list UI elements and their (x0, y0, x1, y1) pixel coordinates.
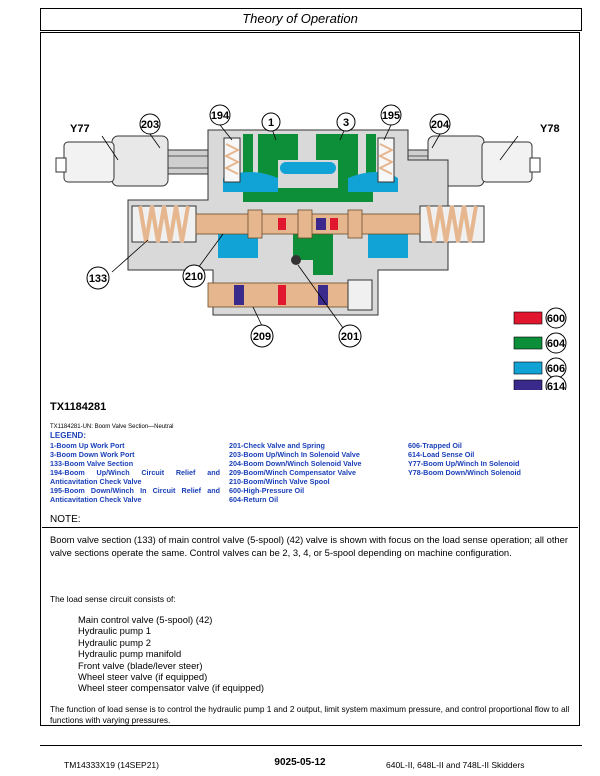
svg-text:204: 204 (430, 119, 450, 131)
list-item: Hydraulic pump 2 (78, 636, 151, 648)
callout-3 (337, 113, 355, 131)
legend-item: 204-Boom Down/Winch Solenoid Valve (229, 459, 362, 468)
legend-item: Anticavitation Check Valve (50, 495, 142, 504)
callout-y77: Y77 (70, 123, 90, 135)
list-item: Front valve (blade/lever steer) (78, 659, 203, 671)
callout-203 (140, 114, 160, 134)
load-sense-description: The function of load sense is to control the hydraulic pump 1 and 2 output, limit system maximum pressure, and control proportional flow to all functions with varying pressures. (50, 704, 570, 725)
header-bottom-rule (40, 30, 582, 31)
svg-text:201: 201 (340, 331, 360, 343)
callout-201 (339, 325, 361, 347)
legend-item: Y77-Boom Up/Winch In Solenoid (408, 459, 520, 468)
list-item: Hydraulic pump manifold (78, 648, 182, 660)
compensator-valve (208, 280, 372, 310)
figure-id: TX1184281 (50, 401, 107, 413)
key-label-614: 614 (546, 381, 566, 390)
callout-y78: Y78 (540, 123, 560, 135)
legend-item: 3-Boom Down Work Port (50, 450, 135, 459)
svg-text:203: 203 (140, 119, 160, 131)
svg-text:1: 1 (267, 117, 275, 129)
svg-text:209: 209 (252, 331, 272, 343)
legend-item: 203-Boom Up/Winch In Solenoid Valve (229, 450, 360, 459)
list-item: Main control valve (5-spool) (42) (78, 614, 213, 625)
svg-text:210: 210 (184, 271, 204, 283)
svg-text:194: 194 (210, 110, 230, 122)
color-key (514, 308, 566, 390)
boom-valve-section-diagram (48, 100, 576, 390)
key-swatch-614 (514, 380, 542, 390)
svg-text:3: 3 (342, 117, 350, 129)
key-swatch-604 (514, 337, 542, 349)
list-item: Hydraulic pump 1 (78, 625, 151, 637)
callout-204 (430, 114, 450, 134)
legend-item: 210-Boom/Winch Valve Spool (229, 477, 330, 486)
footer-doc-id: TM14333X19 (14SEP21) (64, 760, 159, 770)
legend-item: Y78-Boom Down/Winch Solenoid (408, 468, 521, 477)
callout-209 (251, 325, 273, 347)
load-sense-intro: The load sense circuit consists of: (50, 594, 176, 604)
footer-rule (40, 745, 582, 746)
key-label-600: 600 (546, 313, 566, 325)
legend-title: LEGEND: (50, 431, 86, 440)
svg-text:133: 133 (88, 273, 108, 285)
figure-caption: TX1184281-UN: Boom Valve Section—Neutral (50, 424, 174, 430)
legend-item: 606-Trapped Oil (408, 441, 462, 450)
legend-item: 209-Boom/Winch Compensator Valve (229, 468, 356, 477)
legend-item: 600-High-Pressure Oil (229, 486, 305, 495)
legend-item: 604-Return Oil (229, 495, 279, 504)
key-label-604: 604 (546, 338, 566, 350)
callout-133 (87, 267, 109, 289)
note-body: Boom valve section (133) of main control valve (5-spool) (42) valve is shown with focus on the load sense operation; all other valve sections operate the same. Control valves can be 2, 3, 4, or 5-spool depending on machine configuration. (50, 534, 568, 558)
legend-item: 201-Check Valve and Spring (229, 441, 325, 450)
callout-1 (262, 113, 280, 131)
note-rule (42, 527, 578, 528)
legend-item: 133-Boom Valve Section (50, 459, 134, 468)
legend-item: 195-Boom Down/Winch In Circuit Relief and (50, 486, 220, 495)
footer-machine-models: 640L-II, 648L-II and 748L-II Skidders (386, 760, 525, 770)
boom-valve-spool (196, 210, 420, 238)
callout-210 (183, 265, 205, 287)
callout-195 (381, 105, 401, 125)
legend-item: 1-Boom Up Work Port (50, 441, 125, 450)
legend-item: 194-Boom Up/Winch Circuit Relief and (50, 468, 220, 477)
page-header-title: Theory of Operation (242, 11, 358, 26)
key-swatch-600 (514, 312, 542, 324)
legend-item: 614-Load Sense Oil (408, 450, 475, 459)
list-item: Wheel steer valve (if equipped) (78, 671, 208, 683)
key-swatch-606 (514, 362, 542, 374)
header-top-rule (40, 8, 582, 9)
footer-page-number: 9025-05-12 (274, 757, 326, 768)
svg-text:195: 195 (381, 110, 401, 122)
callout-194 (210, 105, 230, 125)
left-solenoid-y77 (56, 136, 208, 186)
note-label: NOTE: (50, 514, 81, 525)
load-sense-components-list (78, 614, 264, 694)
legend-item: Anticavitation Check Valve (50, 477, 142, 486)
list-item: Wheel steer compensator valve (if equipped) (78, 682, 265, 694)
key-label-606: 606 (546, 363, 566, 375)
